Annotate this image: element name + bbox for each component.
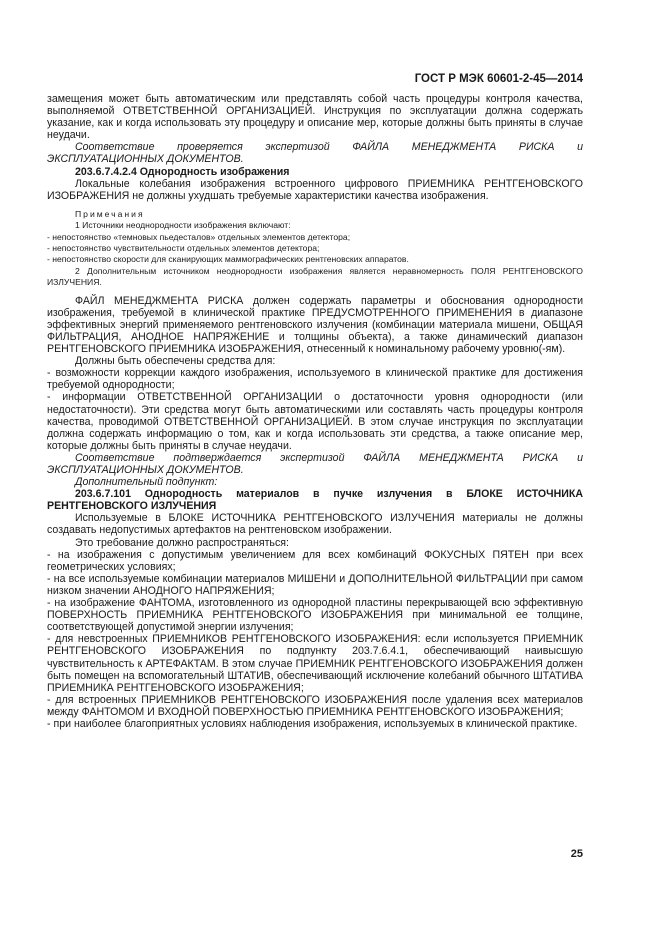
list-item: - для невстроенных ПРИЕМНИКОВ РЕНТГЕНОВСКОГО ИЗОБРАЖЕНИЯ: если используется ПРИЕМНИК РЕНТГЕНОВСКОГО ИЗОБРАЖЕНИЯ по подпункту 203.7.6.4.1, обеспечивающий наивысшую чувствительность к АРТЕФАКТАМ. В этом случае ПРИЕМНИК РЕНТГЕНОВСКОГО ИЗОБРАЖЕНИЯ должен быть помещен на вспомогательный ШТАТИВ, обеспечивающий исключение колебаний обычного ШТАТИВА ПРИЕМНИКА РЕНТГЕНОВСКОГО ИЗОБРАЖЕНИЯ;: [47, 633, 583, 694]
note-item: - непостоянство чувствительности отдельных элементов детектора;: [47, 243, 320, 254]
paragraph-continuation: замещения может быть автоматическим или представлять собой часть процедуры контроля качества, выполняемой ОТВЕТСТВЕННОЙ ОРГАНИЗАЦИЕЙ. Инструкция по эксплуатации должна содержать указание, как и когда использовать эту процедуру и описание мер, которые должны быть приняты в случае неудачи.: [47, 93, 583, 142]
list-item: - при наиболее благоприятных условиях наблюдения изображения, используемых в клинической практике.: [47, 717, 578, 730]
paragraph: ФАЙЛ МЕНЕДЖМЕНТА РИСКА должен содержать параметры и обоснования однородности изображения, требуемой в клинической практике ПРЕДУСМОТРЕННОГО ПРИМЕНЕНИЯ в диапазоне эффективных энергий применяемого рентгеновского излучения (комбинации материала мишени, ОБЩАЯ ФИЛЬТРАЦИЯ, АНОДНОЕ НАПРЯЖЕНИЕ и толщины объекта), а также динамический диапазон РЕНТГЕНОВСКОГО ПРИЕМНИКА ИЗОБРАЖЕНИЯ, отнесенный к номинальному рабочему уровню(-ям).: [47, 294, 583, 356]
list-item: - на изображение ФАНТОМА, изготовленного из однородной пластины перекрывающей всю эффективную ПОВЕРХНОСТЬ ПРИЕМНИКА РЕНТГЕНОВСКОГО ИЗОБРАЖЕНИЯ при минимальной ее толщине, соответствующей допустимой энергии излучения;: [47, 597, 583, 634]
note-item: 1 Источники неоднородности изображения включают:: [75, 220, 291, 231]
list-item: - информации ОТВЕТСТВЕННОЙ ОРГАНИЗАЦИИ о достаточности уровня однородности (или недостаточности). Эти средства могут быть автоматическими или составлять часть процедуры контроля качества, проводимой ОТВЕТСТВЕННОЙ ОРГАНИЗАЦИЕЙ. В этом случае инструкция по эксплуатации должна содержать информацию о том, как и когда использовать эти средства, а также описание мер, которые должны быть приняты в случае неудачи.: [47, 391, 583, 452]
compliance-statement: Соответствие проверяется экспертизой ФАЙЛА МЕНЕДЖМЕНТА РИСКА и ЭКСПЛУАТАЦИОННЫХ ДОКУМЕНТОВ.: [47, 141, 583, 166]
note-item: - непостоянство скорости для сканирующих маммографических рентгеновских аппаратов.: [47, 254, 409, 265]
list-item: - возможности коррекции каждого изображения, используемого в клинической практике для достижения требуемой однородности;: [47, 367, 583, 392]
list-item: - на изображения с допустимым увеличением для всех комбинаций ФОКУСНЫХ ПЯТЕН при всех геометрических условиях;: [47, 548, 583, 573]
notes-title: Примечания: [75, 208, 145, 219]
paragraph: Это требование должно распространяться:: [75, 536, 289, 549]
page-number: 25: [570, 848, 583, 860]
page-body: [47, 93, 583, 730]
paragraph: Должны быть обеспечены средства для:: [75, 355, 276, 368]
note-item: 2 Дополнительным источником неоднородности изображения является неравномерность ПОЛЯ РЕНТГЕНОВСКОГО ИЗЛУЧЕНИЯ.: [47, 265, 583, 288]
compliance-statement: Соответствие подтверждается экспертизой ФАЙЛА МЕНЕДЖМЕНТА РИСКА и ЭКСПЛУАТАЦИОННЫХ ДОКУМЕНТОВ.: [47, 451, 583, 476]
list-item: - на все используемые комбинации материалов МИШЕНИ и ДОПОЛНИТЕЛЬНОЙ ФИЛЬТРАЦИИ при самом низком значении АНОДНОГО НАПРЯЖЕНИЯ;: [47, 572, 583, 597]
section-heading-image-uniformity: 203.6.7.4.2.4 Однородность изображения: [75, 165, 290, 178]
document-header: ГОСТ Р МЭК 60601-2-45—2014: [414, 73, 583, 85]
additional-subclause-label: Дополнительный подпункт:: [75, 476, 218, 489]
paragraph: Используемые в БЛОКЕ ИСТОЧНИКА РЕНТГЕНОВСКОГО ИЗЛУЧЕНИЯ материалы не должны создавать недопустимых артефактов на рентгеновском изображении.: [47, 512, 583, 537]
section-heading-material-uniformity: 203.6.7.101 Однородность материалов в пучке излучения в БЛОКЕ ИСТОЧНИКА РЕНТГЕНОВСКОГО ИЗЛУЧЕНИЯ: [47, 488, 583, 513]
paragraph: Локальные колебания изображения встроенного цифрового ПРИЕМНИКА РЕНТГЕНОВСКОГО ИЗОБРАЖЕНИЯ не должны ухудшать требуемые характеристики качества изображения.: [47, 177, 583, 202]
list-item: - для встроенных ПРИЕМНИКОВ РЕНТГЕНОВСКОГО ИЗОБРАЖЕНИЯ после удаления всех материалов между ФАНТОМОМ И ВХОДНОЙ ПОВЕРХНОСТЬЮ ПРИЕМНИКА РЕНТГЕНОВСКОГО ИЗОБРАЖЕНИЯ;: [47, 693, 583, 718]
note-item: - непостоянство «темновых пьедесталов» отдельных элементов детектора;: [47, 231, 351, 242]
